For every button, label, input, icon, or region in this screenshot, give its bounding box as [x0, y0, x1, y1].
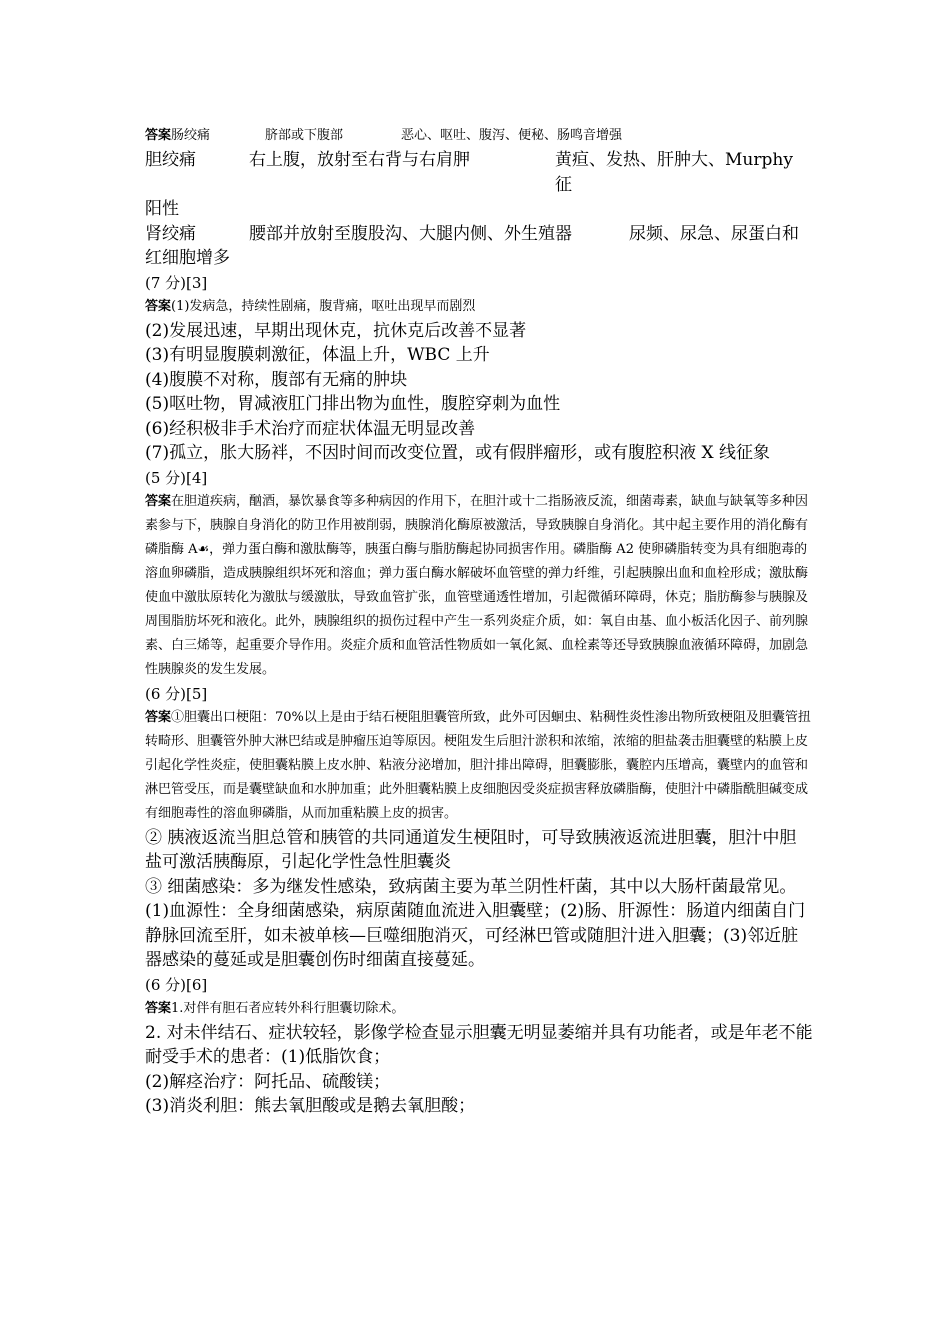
table-cell: 尿频、尿急、尿蛋白和	[629, 223, 799, 244]
answer-paragraph: ③ 细菌感染：多为继发性感染，致病菌主要为革兰阴性杆菌，其中以大肠杆菌最常见。(1)血源性：全身细菌感染，病原菌随血流进入胆囊壁；(2)肠、肝源性：肠道内细菌自门静脉回流至肝，如未被单核—巨噬细胞消灭，可经淋巴管或随胆汁进入胆囊；(3)邻近脏器感染的蔓延或是胆囊创伤时细菌直接蔓延。	[145, 876, 806, 970]
table-cell: 右上腹，放射至右背与右肩胛	[249, 150, 470, 170]
question-header: (6 分)[5]	[145, 684, 208, 703]
answer-label: 答案	[145, 1000, 172, 1016]
cell-text: 肠绞痛	[171, 128, 211, 143]
answer-text: ①胆囊出口梗阻：70%以上是由于结石梗阻胆囊管所致，此外可因蛔虫、粘稠性炎性渗出物所致梗阻及胆囊管扭转畸形、胆囊管外肿大淋巴结或是肿瘤压迫等原因。梗阻发生后胆汁淤积和浓缩，浓缩的胆盐袭击胆囊壁的粘膜上皮引起化学性炎症，使胆囊粘膜上皮水肿、粘液分泌增加，胆汁排出障碍，胆囊膨胀，囊腔内压增高，囊壁内的血管和淋巴管受压，而是囊壁缺血和水肿加重；此外胆囊粘膜上皮细胞因受炎症损害释放磷脂酶，使胆汁中磷脂酰胆碱变成有细胞毒性的溶血卵磷脂，从而加重粘膜上皮的损害。	[145, 709, 811, 821]
table-row-wrap: 红细胞增多	[145, 248, 230, 268]
table-cell: 黄疸、发热、肝肿大、Murphy 征	[555, 150, 793, 195]
answer-item: 2. 对未伴结石、症状较轻，影像学检查显示胆囊无明显萎缩并具有功能者，或是年老不能耐受手术的患者：(1)低脂饮食；	[145, 1022, 813, 1067]
answer-text: 1.对伴有胆石者应转外科行胆囊切除术。	[171, 1000, 405, 1016]
answer-label: 答案	[145, 298, 172, 314]
answer-item: (5)呕吐物，胃减液肛门排出物为血性，腹腔穿刺为血性	[145, 394, 561, 414]
answer-item: (3)消炎利胆：熊去氧胆酸或是鹅去氧胆酸；	[145, 1096, 476, 1116]
answer-paragraph	[145, 706, 813, 826]
question-header: (6 分)[6]	[145, 975, 208, 994]
question-header: (5 分)[4]	[145, 468, 208, 487]
answer-item: (4)腹膜不对称，腹部有无痛的肿块	[145, 369, 408, 390]
table-cell: 脐部或下腹部	[265, 128, 344, 143]
answer-paragraph	[145, 490, 813, 682]
answer-text: (1)发病急，持续性剧痛，腹背痛，呕吐出现早而剧烈	[171, 298, 476, 314]
answer-item: (2)发展迅速，早期出现休克，抗休克后改善不显著	[145, 320, 527, 341]
table-cell: 腰部并放射至腹股沟、大腿内侧、外生殖器	[249, 223, 572, 244]
answer-item: (3)有明显腹膜刺激征，体温上升，WBC 上升	[145, 345, 490, 365]
answer-item: (6)经积极非手术治疗而症状体温无明显改善	[145, 418, 476, 439]
document-page	[145, 124, 813, 1119]
question-header: (7 分)[3]	[145, 273, 208, 292]
answer-item: (2)解痉治疗：阿托品、硫酸镁；	[145, 1071, 391, 1092]
answer-label: 答案	[145, 709, 172, 725]
answer-label: 答案	[145, 128, 172, 143]
table-row	[145, 148, 813, 197]
table-cell: 恶心、呕吐、腹泻、便秘、肠鸣音增强	[401, 128, 623, 143]
table-row	[145, 124, 813, 148]
table-row-wrap: 阳性	[145, 199, 179, 219]
answer-label: 答案	[145, 493, 172, 509]
table-cell	[145, 124, 265, 148]
table-cell: 胆绞痛	[145, 150, 196, 170]
answer-paragraph	[145, 295, 813, 319]
table-cell: 肾绞痛	[145, 223, 196, 244]
answer-item: (7)孤立，胀大肠袢，不因时间而改变位置，或有假胖瘤形，或有腹腔积液 X 线征象	[145, 443, 770, 463]
answer-paragraph: ② 胰液返流当胆总管和胰管的共同通道发生梗阻时，可导致胰液返流进胆囊，胆汁中胆盐可激活胰酶原，引起化学性急性胆囊炎	[145, 827, 797, 872]
answer-paragraph	[145, 997, 813, 1021]
table-row	[145, 222, 813, 247]
answer-text: 在胆道疾病，酗酒，暴饮暴食等多种病因的作用下，在胆汁或十二指肠液反流，细菌毒素，缺血与缺氧等多种因素参与下，胰腺自身消化的防卫作用被削弱，胰腺消化酶原被激活，导致胰腺自身消化。其中起主要作用的消化酶有磷脂酶 A☙，弹力蛋白酶和激肽酶等，胰蛋白酶与脂肪酶起协同损害作用。磷脂酶 A2 使卵磷脂转变为具有细胞毒的溶血卵磷脂，造成胰腺组织坏死和溶血；弹力蛋白酶水解破坏血管壁的弹力纤维，引起胰腺出血和血栓形成；激肽酶使血中激肽原转化为激肽与缓激肽，导致血管扩张，血管壁通透性增加，引起微循环障碍，休克；脂肪酶参与胰腺及周围脂肪坏死和液化。此外，胰腺组织的损伤过程中产生一系列炎症介质，如：氧自由基、血小板活化因子、前列腺素、白三烯等，起重要介导作用。炎症介质和血管活性物质如一氧化氮、血栓素等还导致胰腺血液循环障碍，加剧急性胰腺炎的发生发展。	[145, 493, 809, 677]
